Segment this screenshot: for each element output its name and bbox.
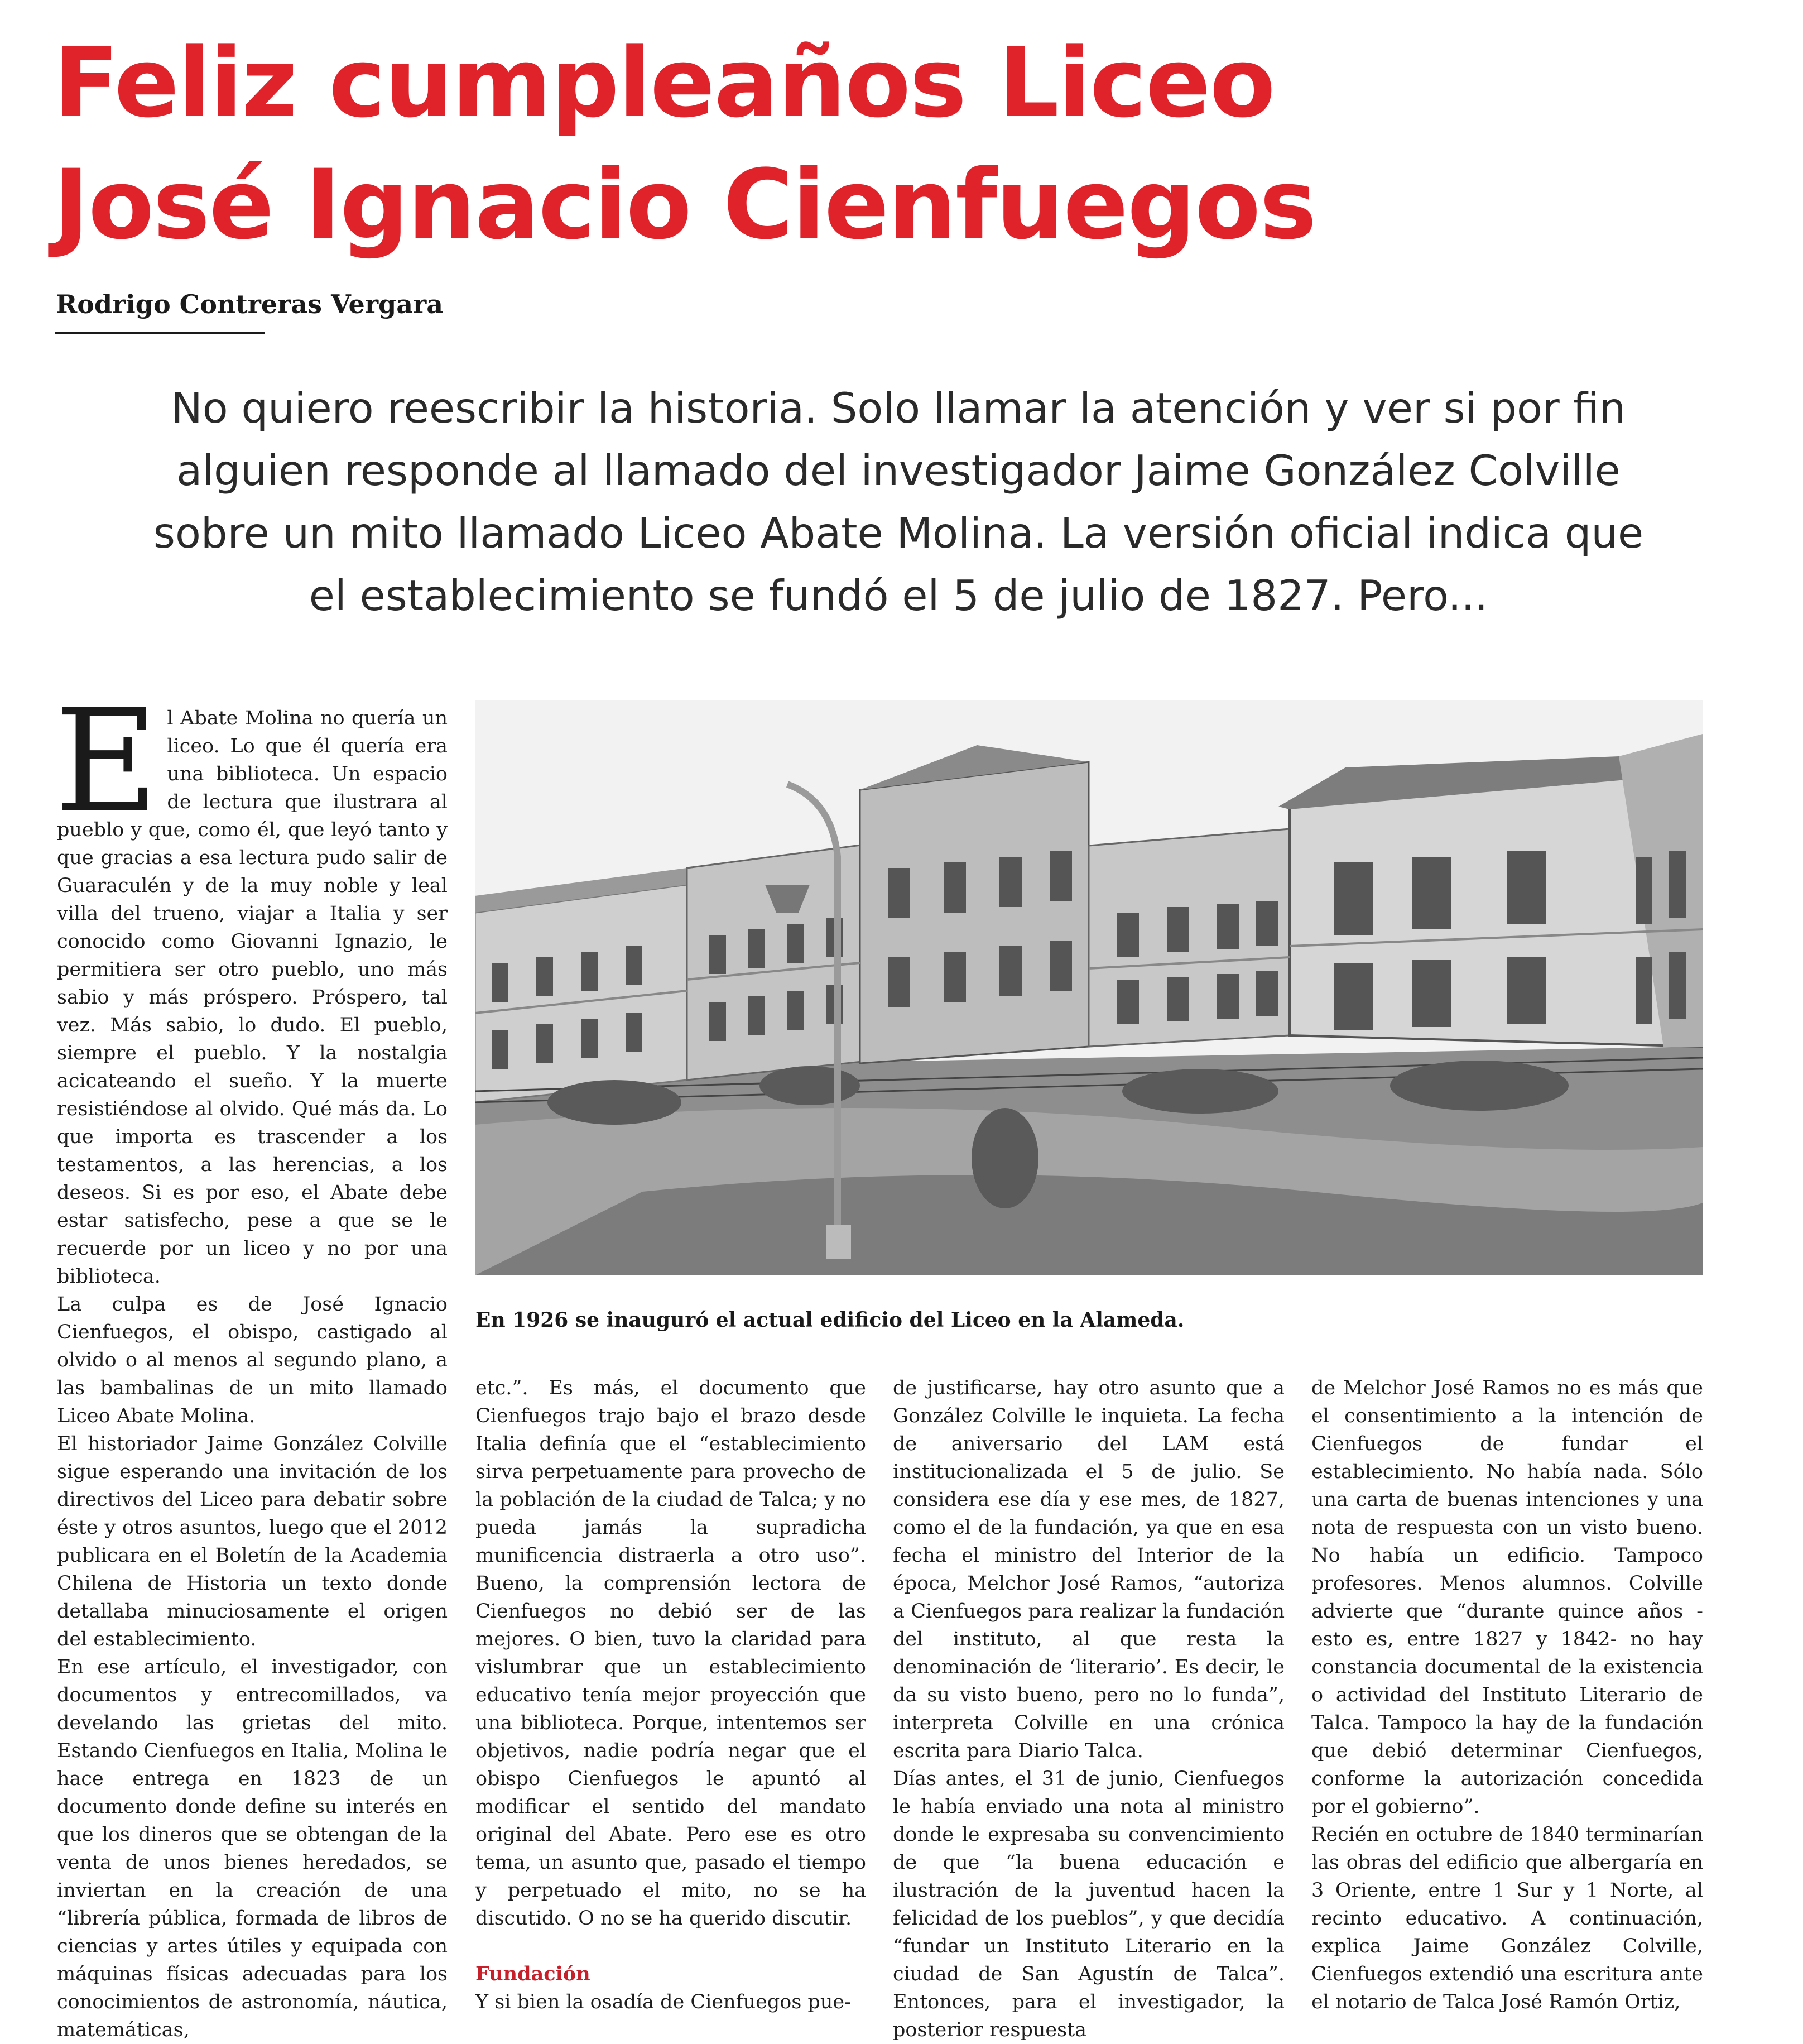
- lead-line-2: alguien responde al llamado del investigador Jaime González Colville: [176, 446, 1621, 495]
- col1-paragraph-4: En ese artículo, el investigador, con documentos y entrecomillados, va develando las grietas del mito. Estando Cienfuegos en Italia, Molina le hace entrega en 1823 de un documento donde define su interés en que los dineros que se obtengan de la venta de unos bienes heredados, se inviertan en la creación de una “librería pública, formada de libros de ciencias y artes útiles y equipada con máquinas físicas adecuadas para los conocimientos de astronomía, náutica, matemáticas,: [57, 1656, 448, 2041]
- article-column-1: [55, 679, 448, 2044]
- lead-paragraph: [33, 377, 1763, 627]
- section-subhead: Fundación: [475, 1963, 590, 1985]
- lead-line-4: el establecimiento se fundó el 5 de julio de 1827. Pero...: [309, 571, 1488, 620]
- col1-paragraph-2: La culpa es de José Ignacio Cienfuegos, el obispo, castigado al olvido o al menos al segundo plano, a las bambalinas de un mito llamado Liceo Abate Molina.: [57, 1293, 448, 1427]
- col3-paragraph-2: Días antes, el 31 de junio, Cienfuegos le había enviado una nota al ministro donde le expresaba su convencimiento de que “la buena educación e ilustración de la juventud hacen la felicidad de los pueblos”, y que decidía “fundar un Instituto Literario en la ciudad de San Agustín de Talca”. Entonces, para el investigador, la posterior respuesta: [893, 1768, 1285, 2041]
- article-column-2: [475, 1374, 866, 2016]
- col3-paragraph-1: de justificarse, hay otro asunto que a González Colville le inquieta. La fecha de aniversario del LAM está institucionalizada el 5 de julio. Se considera ese día y ese mes, de 1827, como el de la fundación, ya que en esa fecha el ministro del Interior de la época, Melchor José Ramos, “autoriza a Cienfuegos para realizar la fundación del instituto, al que resta la denominación de ‘literario’. Es decir, le da su visto bueno, pero no lo funda”, interpreta Colville en una crónica escrita para Diario Talca.: [893, 1377, 1285, 1762]
- col4-paragraph-1: de Melchor José Ramos no es más que el consentimiento a la intención de Cienfuegos de fundar el establecimiento. No había nada. Sólo una carta de buenas intenciones y una nota de respuesta con un visto bueno. No había un edificio. Tampoco profesores. Menos alumnos. Colville advierte que “durante quince años -esto es, entre 1827 y 1842- no hay constancia documental de la existencia o actividad del Instituto Literario de Talca. Tampoco la hay de la fundación que debió determinar Cienfuegos, conforme la autorización concedida por el gobierno”.: [1311, 1377, 1703, 1818]
- photo-caption: En 1926 se inauguró el actual edificio del Liceo en la Alameda.: [475, 1308, 1185, 1332]
- article-column-3: [893, 1374, 1285, 2044]
- lead-line-1: No quiero reescribir la historia. Solo llamar la atención y ver si por fin: [171, 383, 1626, 433]
- col2-paragraph-2: Y si bien la osadía de Cienfuegos pue-: [475, 1991, 851, 2013]
- article-column-4: [1311, 1374, 1703, 2016]
- col1-paragraph-3: El historiador Jaime González Colville sigue esperando una invitación de los directivos del Liceo para debatir sobre éste y otros asuntos, luego que el 2012 publicara en el Boletín de la Academia Chilena de Historia un texto donde detallaba minuciosamente el origen del establecimiento.: [57, 1433, 448, 1650]
- lead-line-3: sobre un mito llamado Liceo Abate Molina. La versión oficial indica que: [153, 508, 1644, 558]
- building-illustration: [475, 700, 1703, 1275]
- byline-underline: [55, 332, 265, 334]
- headline-line-1: Feliz cumpleaños Liceo: [54, 27, 1275, 139]
- school-building-photo: [475, 700, 1703, 1275]
- col1-paragraph-1: l Abate Molina no quería un liceo. Lo que él quería era una biblioteca. Un espacio de lectura que ilustrara al pueblo y que, como él, que leyó tanto y que gracias a esa lectura pudo salir de Guaraculén y de la muy noble y leal villa del trueno, viajar a Italia y ser conocido como Giovanni Ignazio, le permitiera ser otro pueblo, uno más sabio y más próspero. Próspero, tal vez. Más sabio, lo dudo. El pueblo, siempre el pueblo. Y la nostalgia acicateando el sueño. Y la muerte resistiéndose al olvido. Qué más da. Lo que importa es trascender a los testamentos, a las herencias, a los deseos. Si es por eso, el Abate debe estar satisfecho, pese a que se le recuerde por un liceo y no por una biblioteca.: [57, 707, 448, 1288]
- col4-paragraph-2: Recién en octubre de 1840 terminarían las obras del edificio que albergaría en 3 Oriente, entre 1 Sur y 1 Norte, al recinto educativo. A continuación, explica Jaime González Colville, Cienfuegos extendió una escritura ante el notario de Talca José Ramón Ortiz,: [1311, 1824, 1703, 2013]
- byline: Rodrigo Contreras Vergara: [56, 289, 444, 319]
- dropcap: E: [55, 679, 158, 844]
- headline-line-2: José Ignacio Cienfuegos: [54, 148, 1316, 261]
- col2-paragraph-1: etc.”. Es más, el documento que Cienfuegos trajo bajo el brazo desde Italia definía que el “establecimiento sirva perpetuamente para provecho de la población de la ciudad de Talca; y no pueda jamás la supradicha munificencia distraerla a otro uso”. Bueno, la comprensión lectora de Cienfuegos no debió ser de las mejores. O bien, tuvo la claridad para vislumbrar que un establecimiento educativo tenía mejor proyección que una biblioteca. Porque, intentemos ser objetivos, nadie podría negar que el obispo Cienfuegos le apuntó al modificar el sentido del mandato original del Abate. Pero ese es otro tema, un asunto que, pasado el tiempo y perpetuado el mito, no se ha discutido. O no se ha querido discutir.: [475, 1377, 866, 1930]
- headline: [54, 22, 1728, 266]
